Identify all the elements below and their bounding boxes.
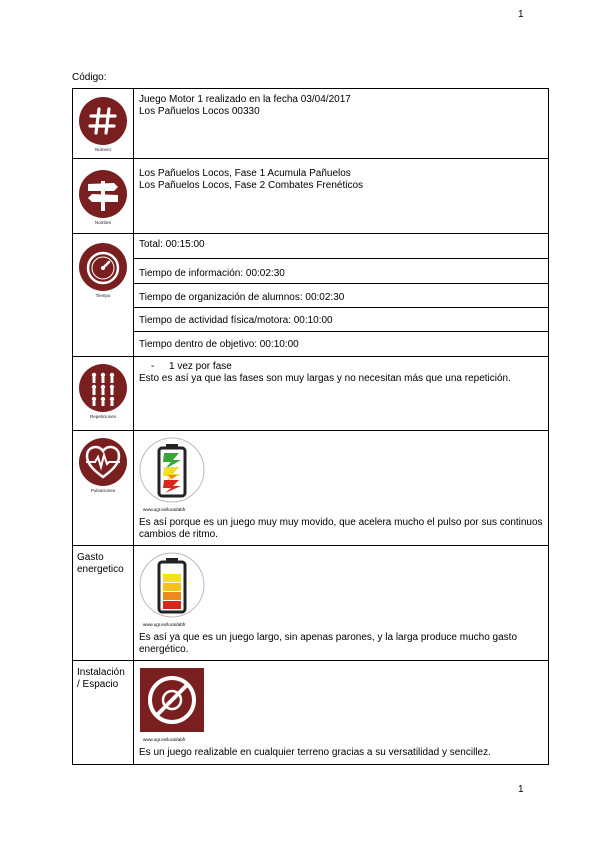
people-group-icon — [78, 363, 128, 413]
gasto-label: Gasto energetico — [77, 552, 124, 575]
row-nombre — [73, 159, 549, 234]
instalacion-text: Es un juego realizable en cualquier terreno gracias a su versatilidad y sencillez. — [139, 747, 491, 758]
page-number-top: 1 — [518, 9, 524, 20]
icon-caption-repeticiones: Repeticiones — [89, 414, 116, 419]
icon-cell-pulsaciones — [73, 431, 134, 546]
gasto-url: www.ugr.es/local/abfr — [143, 622, 186, 627]
numero-line-1: Juego Motor 1 realizado en la fecha 03/04/2017 — [139, 94, 351, 105]
tiempo-informacion: Tiempo de información: 00:02:30 — [134, 259, 548, 284]
icon-cell-numero — [73, 89, 134, 159]
nombre-line-1: Los Pañuelos Locos, Fase 1 Acumula Pañuelos — [139, 168, 351, 179]
pulsaciones-url: www.ugr.es/local/abfr — [143, 507, 186, 512]
signpost-icon — [78, 169, 128, 219]
tiempo-total: Total: 00:15:00 — [134, 234, 548, 259]
row-pulsaciones — [73, 431, 549, 546]
icon-caption-nombre: Nombre — [94, 220, 111, 225]
nombre-line-2: Los Pañuelos Locos, Fase 2 Combates Frenéticos — [139, 180, 364, 191]
tiempo-organizacion: Tiempo de organización de alumnos: 00:02:30 — [134, 284, 548, 308]
row-instalacion — [73, 661, 549, 765]
row-gasto — [73, 546, 549, 661]
stopwatch-icon — [78, 242, 128, 292]
instalacion-label: Instalación / Espacio — [77, 667, 125, 690]
space-icon — [139, 667, 205, 733]
battery-energy-icon — [139, 552, 205, 618]
tiempo-actividad: Tiempo de actividad física/motora: 00:10:00 — [134, 308, 548, 332]
icon-cell-tiempo — [73, 234, 134, 357]
icon-caption-tiempo: Tiempo — [95, 293, 111, 298]
icon-caption-numero: Número — [94, 147, 111, 152]
row-numero — [73, 89, 549, 159]
icon-cell-repeticiones — [73, 357, 134, 431]
numero-line-2: Los Pañuelos Locos 00330 — [139, 106, 260, 117]
tiempo-objetivo: Tiempo dentro de objetivo: 00:10:00 — [139, 339, 299, 350]
hash-icon — [78, 96, 128, 146]
game-sheet-table — [72, 88, 549, 765]
row-tiempo — [73, 234, 549, 357]
gasto-text: Es así ya que es un juego largo, sin apenas parones, y la larga produce mucho gasto energético. — [139, 632, 518, 655]
repeticiones-text: Esto es así ya que las fases son muy largas y no necesitan más que una repetición. — [139, 373, 511, 384]
codigo-label: Código: — [72, 72, 107, 83]
pulsaciones-text: Es así porque es un juego muy muy movido, que acelera mucho el pulso por sus continuos cambios de ritmo. — [139, 517, 543, 540]
icon-cell-nombre — [73, 159, 134, 234]
page-number-bottom: 1 — [518, 784, 524, 795]
row-repeticiones — [73, 357, 549, 431]
repeticiones-bullet — [139, 361, 544, 373]
battery-pulse-icon — [139, 437, 205, 503]
heart-pulse-icon — [78, 437, 128, 487]
repeticiones-bullet-text: 1 vez por fase — [169, 361, 232, 372]
bullet-dash: - — [151, 361, 155, 372]
instalacion-url: www.ugr.es/local/abfr — [143, 737, 186, 742]
icon-caption-pulsaciones: Pulsaciones — [90, 488, 116, 493]
